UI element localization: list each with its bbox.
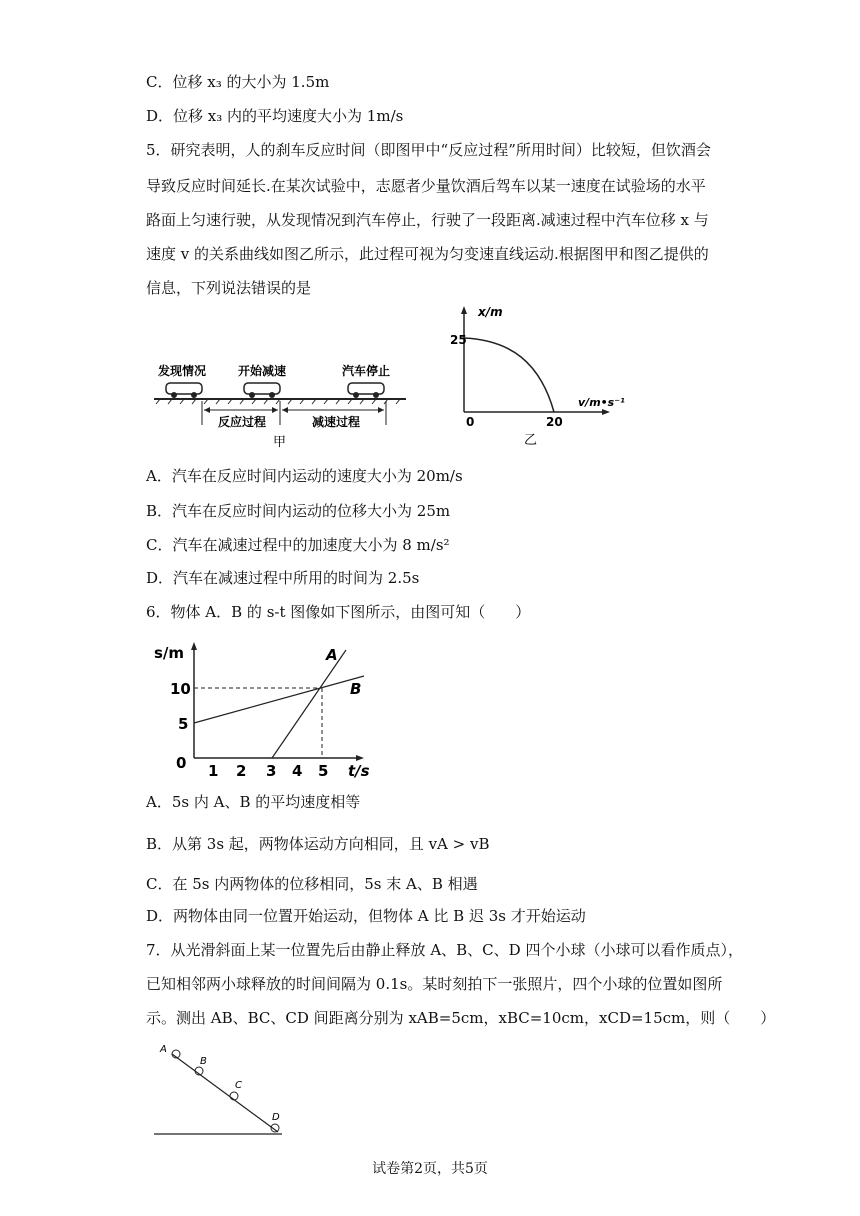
ball-b-label: B: [200, 1056, 207, 1067]
q5-stem-line: 5．研究表明，人的刹车反应时间（即图甲中“反应过程”所用时间）比较短，但饮酒会: [146, 141, 711, 159]
car-icon: [166, 383, 202, 398]
line-b: [194, 676, 364, 723]
q6-stem: 6．物体 A．B 的 s-t 图像如下图所示，由图可知（ ）: [146, 603, 531, 621]
s-tick-10: 10: [170, 680, 191, 698]
x-axis-label: v/m•s⁻¹: [578, 396, 625, 409]
ball-c-label: C: [235, 1080, 242, 1091]
label-kaishi: 开始减速: [238, 364, 287, 378]
t-tick: 2: [236, 762, 247, 780]
ball-a-label: A: [160, 1044, 167, 1055]
t-tick: 3: [266, 762, 277, 780]
page-footer: 试卷第2页，共5页: [372, 1161, 488, 1177]
t-tick: 4: [292, 762, 303, 780]
y-tick-25: 25: [450, 333, 467, 347]
q7-incline-figure: [150, 1040, 290, 1140]
origin-label: 0: [176, 754, 187, 772]
x-tick-20: 20: [546, 415, 563, 429]
seg-jiansu: 减速过程: [312, 415, 361, 429]
q7-stem-line: 示。测出 AB、BC、CD 间距离分别为 xAB=5cm，xBC=10cm，xCD=15cm，则（ ）: [146, 1009, 776, 1027]
line-b-label: B: [350, 680, 362, 698]
q7-stem-line: 已知相邻两小球释放的时间间隔为 0.1s。某时刻拍下一张照片，四个小球的位置如图所: [146, 975, 723, 993]
t-axis-label: t/s: [348, 762, 370, 780]
q5-option-a: A．汽车在反应时间内运动的速度大小为 20m/s: [146, 467, 463, 485]
q4-option-c: C．位移 x₃ 的大小为 1.5m: [146, 73, 330, 91]
q6-option-a: A．5s 内 A、B 的平均速度相等: [146, 793, 361, 811]
x-v-curve: [464, 338, 554, 412]
s-tick-5: 5: [178, 715, 189, 733]
q5-stem-line: 速度 v 的关系曲线如图乙所示，此过程可视为匀变速直线运动.根据图甲和图乙提供的: [146, 245, 709, 263]
q5-figure-jia: [150, 355, 410, 450]
q6-st-graph: [150, 640, 380, 780]
s-axis-label: s/m: [154, 644, 185, 662]
t-tick: 5: [318, 762, 329, 780]
caption-yi: 乙: [524, 433, 538, 448]
q5-stem-line: 导致反应时间延长.在某次试验中，志愿者少量饮酒后驾车以某一速度在试验场的水平: [146, 177, 706, 195]
q5-stem-line: 信息，下列说法错误的是: [146, 279, 312, 297]
q6-option-d: D．两物体由同一位置开始运动，但物体 A 比 B 迟 3s 才开始运动: [146, 907, 586, 925]
q5-figure-yi: [450, 302, 625, 452]
incline-line: [172, 1054, 278, 1132]
q6-option-c: C．在 5s 内两物体的位移相同，5s 末 A、B 相遇: [146, 875, 478, 893]
caption-jia: 甲: [273, 435, 287, 450]
origin-label: 0: [466, 415, 475, 429]
q6-option-b: B．从第 3s 起，两物体运动方向相同，且 vA > vB: [146, 835, 490, 853]
seg-fanying: 反应过程: [218, 415, 267, 429]
label-faxian: 发现情况: [158, 364, 207, 378]
ball-c: [230, 1092, 238, 1100]
q5-option-c: C．汽车在减速过程中的加速度大小为 8 m/s²: [146, 536, 450, 554]
q5-stem-line: 路面上匀速行驶，从发现情况到汽车停止，行驶了一段距离.减速过程中汽车位移 x 与: [146, 211, 709, 229]
car-icon: [348, 383, 384, 398]
line-a-label: A: [326, 646, 338, 664]
q7-stem-line: 7．从光滑斜面上某一位置先后由静止释放 A、B、C、D 四个小球（小球可以看作质点），: [146, 941, 743, 959]
y-axis-label: x/m: [478, 305, 503, 319]
q4-option-d: D．位移 x₃ 内的平均速度大小为 1m/s: [146, 107, 404, 125]
q5-option-b: B．汽车在反应时间内运动的位移大小为 25m: [146, 502, 451, 520]
ball-d-label: D: [272, 1112, 280, 1123]
line-a: [272, 650, 346, 758]
car-icon: [244, 383, 280, 398]
t-tick: 1: [208, 762, 219, 780]
label-tingzhi: 汽车停止: [342, 364, 391, 378]
q5-option-d: D．汽车在减速过程中所用的时间为 2.5s: [146, 569, 420, 587]
